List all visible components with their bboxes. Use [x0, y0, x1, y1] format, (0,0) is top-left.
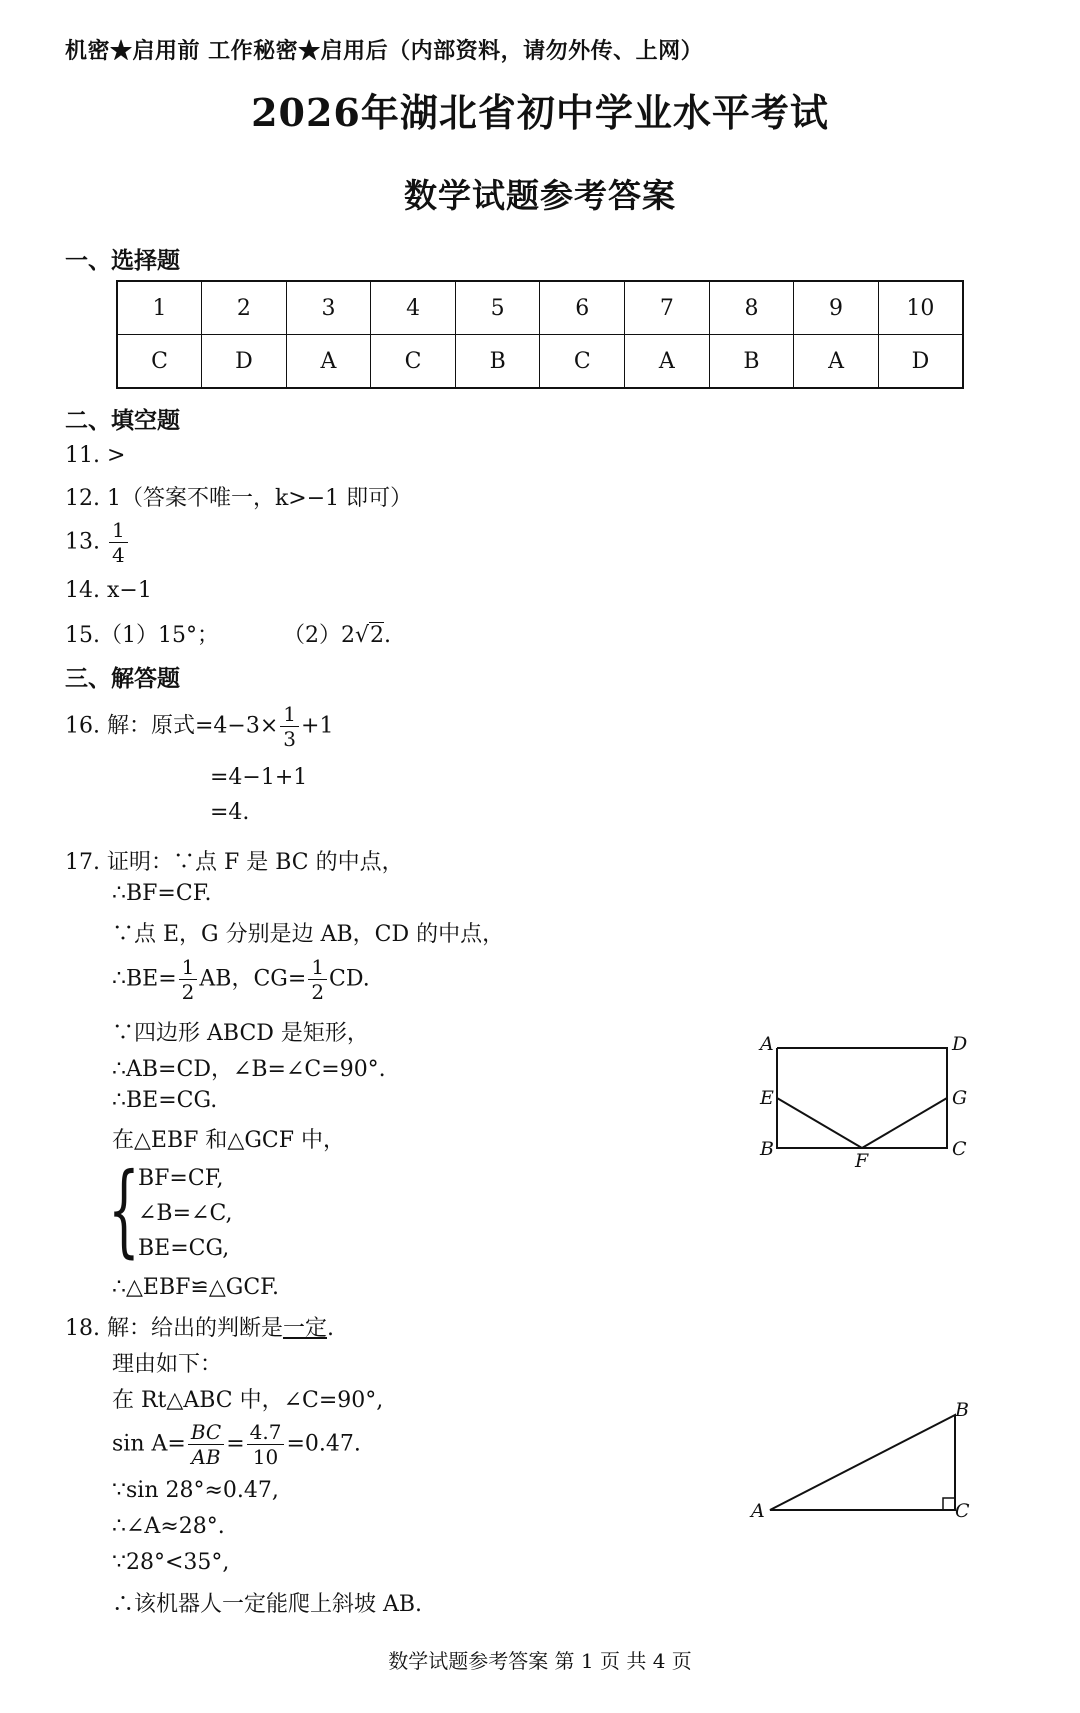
question-number: 7	[625, 281, 710, 335]
fraction	[179, 955, 198, 1004]
q17-line-4	[112, 955, 370, 1004]
fraction-numerator: 1	[179, 955, 198, 980]
fraction-denominator: 2	[181, 980, 195, 1004]
fraction-denominator: 2	[311, 980, 325, 1004]
triangle-abc	[770, 1415, 955, 1510]
q18-text: 18. 解：给出的判断是	[65, 1316, 283, 1341]
q18-text: sin A=	[112, 1431, 186, 1457]
section-heading-solutions: 三、解答题	[65, 665, 180, 692]
point-label-b: B	[760, 1138, 774, 1160]
answer-q15-part1: 15.（1）15°；	[65, 623, 219, 648]
answer-q12: 12. 1（答案不唯一，k>−1 即可）	[65, 486, 413, 511]
page-footer: 数学试题参考答案 第 1 页 共 4 页	[388, 1649, 692, 1673]
point-label-c: C	[952, 1138, 967, 1160]
question-number: 8	[709, 281, 794, 335]
q18-text: =0.47.	[286, 1431, 361, 1457]
period: .	[384, 623, 392, 648]
answer-cell: A	[625, 335, 710, 389]
answer-q15-part2: （2）2	[282, 623, 355, 648]
answer-key-title: 数学试题参考答案	[404, 176, 676, 215]
question-number: 13.	[65, 529, 100, 555]
q17-system-eq-1: BF=CF,	[138, 1166, 224, 1191]
question-number: 4	[371, 281, 456, 335]
point-label-b: B	[955, 1399, 969, 1421]
q18-text: =	[226, 1431, 245, 1457]
q18-line-5: ∵sin 28°≈0.47,	[112, 1478, 279, 1503]
answer-cell: B	[709, 335, 794, 389]
section-heading-multiple-choice: 一、选择题	[65, 247, 180, 274]
q17-line-8: 在△EBF 和△GCF 中，	[112, 1128, 345, 1153]
fraction-denominator: 4	[112, 543, 125, 567]
q17-line-7: ∴BE=CG.	[112, 1088, 218, 1113]
fraction-numerator: 1	[280, 702, 299, 727]
answer-q13	[65, 518, 130, 567]
q18-line-6: ∴∠A≈28°.	[112, 1514, 225, 1539]
q18-line-8: ∴该机器人一定能爬上斜坡 AB.	[112, 1592, 423, 1617]
exam-title: 2026年湖北省初中学业水平考试	[251, 90, 829, 135]
answer-cell: C	[117, 335, 202, 389]
question-number: 5	[455, 281, 540, 335]
q18-line-2: 理由如下：	[112, 1352, 223, 1377]
answer-cell: A	[794, 335, 879, 389]
multiple-choice-answer-table	[116, 280, 964, 389]
q18-right-triangle-figure	[755, 1400, 985, 1530]
question-number: 9	[794, 281, 879, 335]
fraction-numerator: 4.7	[247, 1420, 285, 1445]
point-label-a: A	[760, 1033, 774, 1055]
fraction-denominator: 3	[283, 727, 297, 751]
fraction-numerator: 1	[308, 955, 327, 980]
section-heading-fill-in: 二、填空题	[65, 407, 180, 434]
q18-line-1	[65, 1311, 334, 1342]
question-number: 2	[202, 281, 287, 335]
answer-cell: D	[878, 335, 963, 389]
q16-line-1	[65, 702, 333, 751]
answer-q15	[65, 618, 391, 649]
q17-line-1: 17. 证明：∵点 F 是 BC 的中点，	[65, 850, 404, 875]
point-label-a: A	[751, 1500, 765, 1522]
fraction-numerator: 1	[109, 518, 128, 543]
sqrt-symbol: √	[354, 623, 370, 648]
answer-cell: C	[371, 335, 456, 389]
fraction	[308, 955, 327, 1004]
q17-text: CD.	[329, 966, 370, 992]
point-label-d: D	[952, 1033, 968, 1055]
q18-line-3: 在 Rt△ABC 中，∠C=90°,	[112, 1388, 384, 1413]
fraction	[280, 702, 299, 751]
question-number-row	[117, 281, 963, 335]
q17-system-eq-2: ∠B=∠C,	[138, 1201, 233, 1226]
q16-line-3: =4.	[210, 800, 250, 825]
point-label-f: F	[855, 1150, 869, 1172]
q16-line-2: =4−1+1	[210, 765, 308, 790]
answer-cell: A	[286, 335, 371, 389]
q18-underlined-answer: 一定	[282, 1316, 327, 1341]
answer-cell: D	[202, 335, 287, 389]
point-label-g: G	[952, 1087, 968, 1109]
q17-conclusion: ∴△EBF≌△GCF.	[112, 1275, 279, 1300]
fraction-denominator: AB	[191, 1445, 221, 1469]
fraction	[188, 1420, 224, 1469]
answer-row	[117, 335, 963, 389]
secrecy-notice: 机密★启用前 工作秘密★启用后（内部资料，请勿外传、上网）	[65, 38, 704, 64]
answer-q14: 14. x−1	[65, 578, 152, 603]
question-number: 10	[878, 281, 963, 335]
q17-line-5: ∵四边形 ABCD 是矩形，	[112, 1021, 369, 1046]
system-brace: {	[108, 1151, 140, 1268]
q17-line-2: ∴BF=CF.	[112, 881, 212, 906]
q18-text: .	[327, 1316, 334, 1341]
question-number: 3	[286, 281, 371, 335]
q18-line-4	[112, 1420, 361, 1469]
point-label-e: E	[760, 1087, 774, 1109]
segments-ef-fg	[777, 1098, 947, 1148]
q17-text: ∴BE=	[112, 966, 177, 992]
answer-cell: B	[455, 335, 540, 389]
q16-text: +1	[301, 713, 334, 739]
rectangle-abcd	[777, 1048, 947, 1148]
fraction	[247, 1420, 285, 1469]
answer-cell: C	[540, 335, 625, 389]
right-angle-mark	[943, 1498, 955, 1510]
q18-line-7: ∵28°<35°,	[112, 1550, 230, 1575]
answer-q11: 11. >	[65, 443, 126, 468]
point-label-c: C	[955, 1500, 970, 1522]
question-number: 1	[117, 281, 202, 335]
q16-text: 16. 解：原式=4−3×	[65, 713, 279, 739]
q17-text: AB，CG=	[199, 966, 307, 992]
q17-line-6: ∴AB=CD，∠B=∠C=90°.	[112, 1057, 386, 1082]
q17-line-3: ∵点 E，G 分别是边 AB，CD 的中点，	[112, 922, 505, 947]
q17-system-eq-3: BE=CG,	[138, 1236, 230, 1261]
fraction-numerator: BC	[188, 1420, 224, 1445]
question-number: 6	[540, 281, 625, 335]
sqrt-radicand: 2	[370, 623, 385, 648]
fraction-denominator: 10	[252, 1445, 279, 1469]
fraction	[109, 518, 128, 567]
